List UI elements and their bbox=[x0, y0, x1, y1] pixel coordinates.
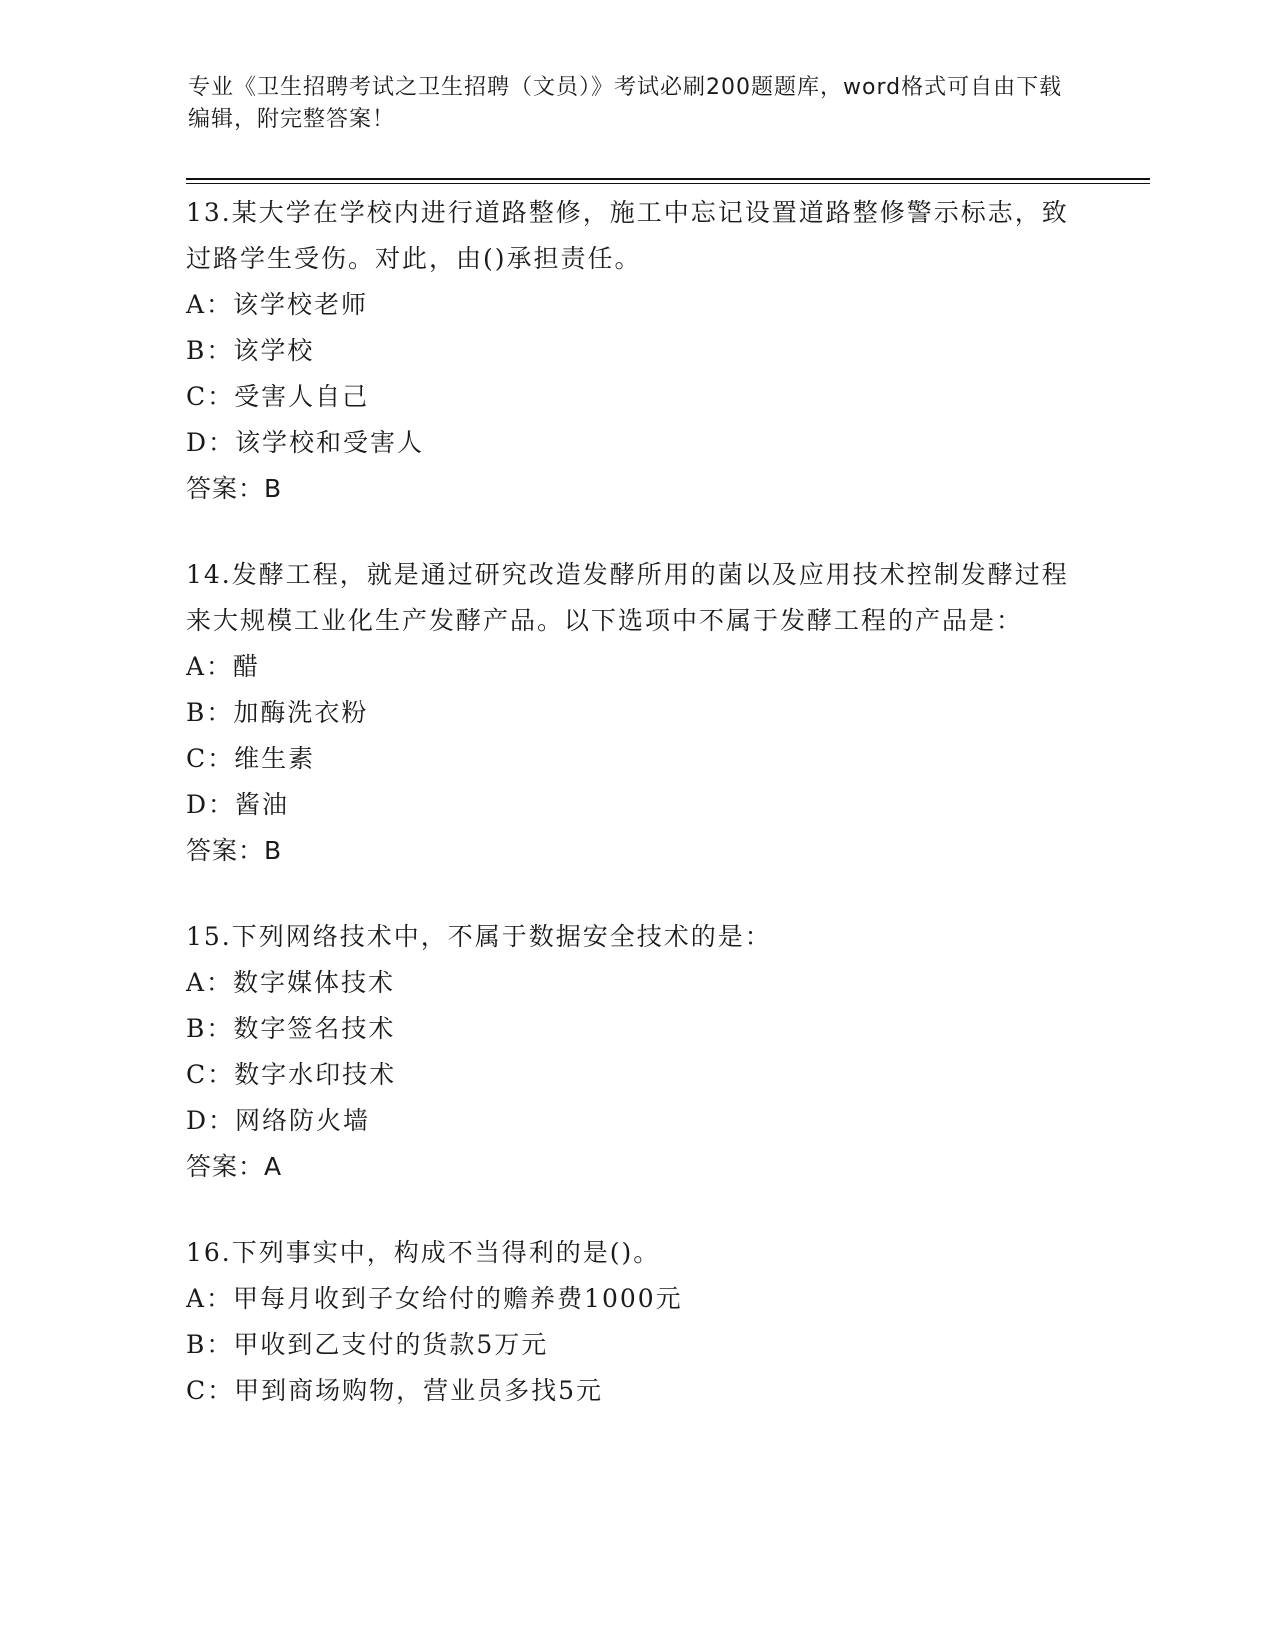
option-c: C：甲到商场购物，营业员多找5元 bbox=[186, 1376, 604, 1405]
option-a: A：甲每月收到子女给付的赡养费1000元 bbox=[186, 1284, 683, 1313]
option-b: B：数字签名技术 bbox=[186, 1014, 396, 1043]
question-list bbox=[186, 190, 1086, 1454]
answer-text: 答案：B bbox=[186, 836, 283, 865]
question-14 bbox=[186, 552, 1086, 874]
option-c: C：受害人自己 bbox=[186, 382, 370, 411]
option-c: C：数字水印技术 bbox=[186, 1060, 397, 1089]
option-b: B：该学校 bbox=[186, 336, 315, 365]
option-a: A：该学校老师 bbox=[186, 290, 369, 319]
option-c: C：维生素 bbox=[186, 744, 316, 773]
question-text: 15.下列网络技术中，不属于数据安全技术的是： bbox=[186, 922, 772, 951]
option-d: D：该学校和受害人 bbox=[186, 428, 425, 457]
option-a: A：数字媒体技术 bbox=[186, 968, 396, 997]
option-d: D：酱油 bbox=[186, 790, 290, 819]
question-13 bbox=[186, 190, 1086, 512]
option-b: B：加酶洗衣粉 bbox=[186, 698, 369, 727]
option-a: A：醋 bbox=[186, 652, 261, 681]
question-16 bbox=[186, 1230, 1086, 1414]
option-b: B：甲收到乙支付的货款5万元 bbox=[186, 1330, 549, 1359]
header-divider-thin bbox=[186, 183, 1150, 184]
option-d: D：网络防火墙 bbox=[186, 1106, 371, 1135]
answer-text: 答案：A bbox=[186, 1152, 283, 1181]
question-text: 16.下列事实中，构成不当得利的是()。 bbox=[186, 1238, 661, 1267]
answer-text: 答案：B bbox=[186, 474, 283, 503]
question-text: 13.某大学在学校内进行道路整修，施工中忘记设置道路整修警示标志，致过路学生受伤。对此，由()承担责任。 bbox=[186, 198, 1069, 273]
question-15 bbox=[186, 914, 1086, 1190]
question-text: 14.发酵工程，就是通过研究改造发酵所用的菌以及应用技术控制发酵过程来大规模工业化生产发酵产品。以下选项中不属于发酵工程的产品是： bbox=[186, 560, 1069, 635]
document-header: 专业《卫生招聘考试之卫生招聘（文员）》考试必刷200题题库，word格式可自由下载编辑，附完整答案！ bbox=[188, 75, 1063, 132]
header-divider-thick bbox=[186, 178, 1150, 180]
